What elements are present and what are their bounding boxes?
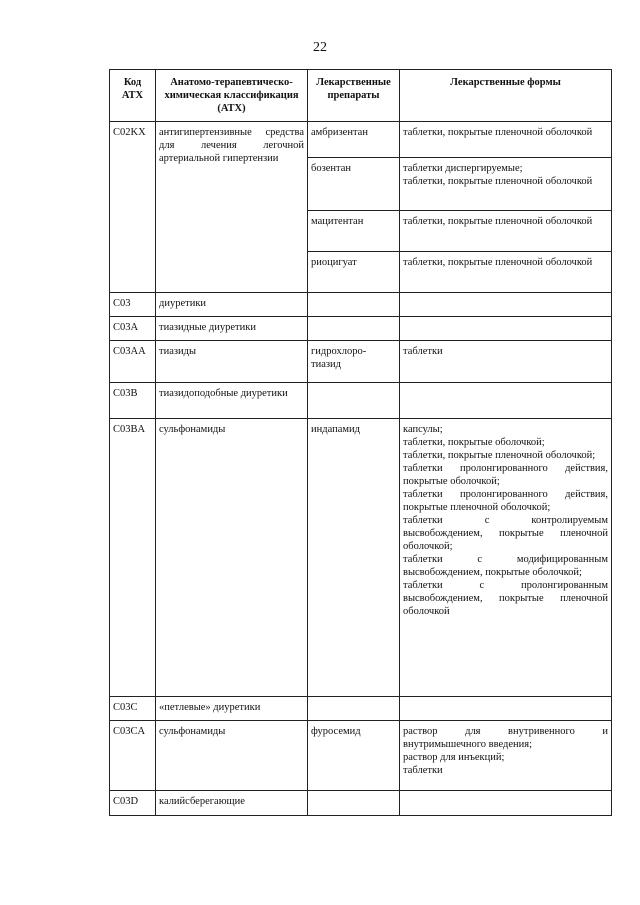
- drug-name: [308, 697, 400, 721]
- drug-name: мацитентан: [308, 211, 400, 252]
- atx-code: C03: [110, 293, 156, 317]
- atx-classification: сульфонамиды: [156, 721, 308, 791]
- atx-classification: тиазидные диуретики: [156, 317, 308, 341]
- drug-name: [308, 791, 400, 816]
- atx-classification: тиазиды: [156, 341, 308, 383]
- drug-form: таблетки пролонгированного действия, покрытые пленочной оболочкой;: [403, 489, 608, 513]
- atx-code: C03B: [110, 383, 156, 419]
- drug-name: [308, 293, 400, 317]
- drug-form: таблетки, покрытые пленочной оболочкой;: [403, 450, 596, 461]
- drug-form: таблетки пролонгированного действия, покрытые оболочкой;: [403, 463, 608, 487]
- atx-code: C02KX: [110, 122, 156, 293]
- drug-name: индапамид: [308, 419, 400, 697]
- atx-classification: калийсберегающие: [156, 791, 308, 816]
- drug-name: амбризентан: [308, 122, 400, 158]
- drug-name: риоцигуат: [308, 252, 400, 293]
- table-row: [110, 697, 612, 721]
- header-forms: Лекарственные формы: [400, 70, 612, 122]
- table-row: [110, 341, 612, 383]
- table-row: [110, 317, 612, 341]
- table-row: [110, 791, 612, 816]
- atx-code: C03A: [110, 317, 156, 341]
- drug-forms: [400, 252, 612, 293]
- drug-form: таблетки, покрытые пленочной оболочкой: [403, 127, 593, 138]
- atx-classification: антигипертензивные средства для лечения легочной артериальной гипертензии: [156, 122, 308, 293]
- atx-code: C03CA: [110, 721, 156, 791]
- drug-form: таблетки: [403, 765, 443, 776]
- atx-table: [109, 69, 612, 816]
- drug-forms: [400, 293, 612, 317]
- drug-form: таблетки, покрытые пленочной оболочкой: [403, 257, 593, 268]
- drug-form: таблетки с модифицированным высвобождением, покрытые оболочкой;: [403, 554, 608, 578]
- header-drugs: Лекарственные препараты: [308, 70, 400, 122]
- table-row: [110, 419, 612, 697]
- drug-form: раствор для инъекций;: [403, 752, 505, 763]
- drug-forms: [400, 122, 612, 158]
- drug-forms: [400, 211, 612, 252]
- table-row: [110, 122, 612, 158]
- drug-form: таблетки: [403, 346, 443, 357]
- drug-forms: [400, 419, 612, 697]
- drug-name: [308, 317, 400, 341]
- drug-forms: [400, 383, 612, 419]
- drug-name: [308, 383, 400, 419]
- drug-forms: [400, 791, 612, 816]
- atx-code: C03BA: [110, 419, 156, 697]
- atx-code: C03C: [110, 697, 156, 721]
- drug-form: капсулы;: [403, 424, 443, 435]
- atx-classification: сульфонамиды: [156, 419, 308, 697]
- drug-name: бозентан: [308, 158, 400, 211]
- header-classification: Анатомо-терапевтическо-химическая классификация (АТХ): [156, 70, 308, 122]
- atx-classification: тиазидоподобные диуретики: [156, 383, 308, 419]
- drug-name: фуросемид: [308, 721, 400, 791]
- atx-code: C03AA: [110, 341, 156, 383]
- drug-name: гидрохлоро-тиазид: [308, 341, 400, 383]
- drug-forms: [400, 317, 612, 341]
- atx-classification: диуретики: [156, 293, 308, 317]
- page-number: 22: [313, 40, 327, 55]
- table-row: [110, 293, 612, 317]
- drug-forms: [400, 341, 612, 383]
- atx-code: C03D: [110, 791, 156, 816]
- drug-forms: [400, 158, 612, 211]
- drug-form: таблетки с контролируемым высвобождением, покрытые пленочной оболочкой;: [403, 515, 608, 552]
- drug-form: таблетки, покрытые пленочной оболочкой: [403, 176, 593, 187]
- table-header-row: [110, 70, 612, 122]
- header-code: Код АТХ: [110, 70, 156, 122]
- drug-forms: [400, 697, 612, 721]
- drug-form: раствор для внутривенного и внутримышечного введения;: [403, 726, 608, 750]
- table-row: [110, 383, 612, 419]
- drug-form: таблетки, покрытые оболочкой;: [403, 437, 545, 448]
- drug-form: таблетки с пролонгированным высвобождением, покрытые пленочной оболочкой: [403, 580, 608, 617]
- drug-form: таблетки диспергируемые;: [403, 163, 523, 174]
- drug-form: таблетки, покрытые пленочной оболочкой: [403, 216, 593, 227]
- atx-classification: «петлевые» диуретики: [156, 697, 308, 721]
- drug-forms: [400, 721, 612, 791]
- table-row: [110, 721, 612, 791]
